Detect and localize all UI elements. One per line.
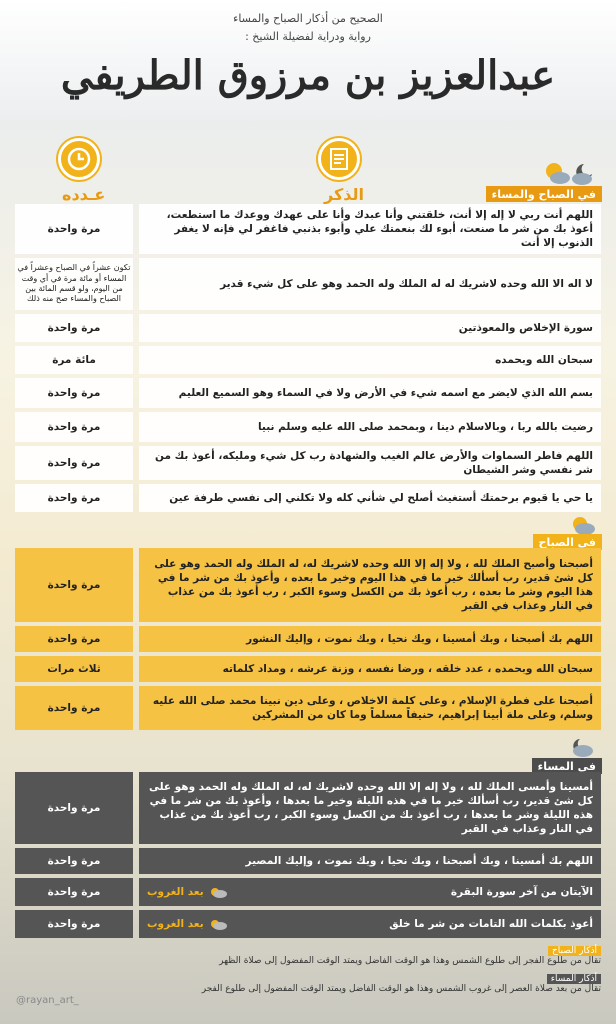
dhikr-text-main: أعوذ بكلمات الله التامات من شر ما خلق <box>389 917 593 930</box>
footer-sabah-label: أذكار الصباح <box>548 946 601 956</box>
table-row <box>15 772 601 844</box>
section-tag-sabah: في الصباح <box>533 534 602 550</box>
time-label: بعد الغروب <box>147 917 204 930</box>
footer-masa <box>15 974 601 994</box>
dhikr-count: مرة واحدة <box>15 412 133 442</box>
header-narration: رواية ودراية لفضيلة الشيخ : <box>245 30 371 43</box>
dhikr-text: اللهم فاطر السماوات والأرض عالم الغيب والشهادة رب كل شيء ومليكه، أعوذ بك من شر نفسي وشر الشيطان <box>139 446 601 480</box>
dhikr-text: سبحان الله وبحمده ، عدد خلقه ، ورضا نفسه ، وزنة عرشه ، ومداد كلماته <box>139 656 601 682</box>
dhikr-text: اللهم بك أصبحنا ، وبك أمسينا ، وبك نحيا ، وبك نموت ، وإليك النشور <box>139 626 601 652</box>
table-row <box>15 626 601 652</box>
footer-sabah-text: تقال من طلوع الفجر إلى طلوع الشمس وهذا هو الوقت الفاضل ويمتد الوقت المفضول إلى صلاة الظهر <box>219 956 601 966</box>
sheikh-name: عبدالعزيز بن مرزوق الطريفي <box>60 52 556 99</box>
dhikr-text: اللهم أنت ربي لا إله إلا أنت، خلقتني وأنا عبدك وأنا على عهدك ووعدك ما استطعت، أعوذ بك من شر ما صنعت، أبوء لك بنعمتك علي وأبوء بذنبي فاغفر لي فإنه لا يغفر الذنوب إلا أنت <box>139 204 601 254</box>
table-row <box>15 878 601 906</box>
footer-masa-text: تقال من بعد صلاة العصر إلى غروب الشمس وهذا هو الوقت الفاضل ويمتد الوقت المفضول إلى طلوع الفجر <box>201 984 601 994</box>
table-row <box>15 204 601 254</box>
section-tag-both: في الصباح والمساء <box>486 186 602 202</box>
footer-sabah <box>15 946 601 966</box>
table-row <box>15 258 601 310</box>
after-sunset-badge <box>147 885 228 899</box>
dhikr-count: تكون عشراً في الصباح وعشراً في المساء أو مائة مرة في أي وقت من اليوم، ولو قسم المائة بين الصباح والمساء صح منه ذلك <box>15 258 133 310</box>
clock-icon <box>58 138 100 180</box>
dhikr-text-main: الآيتان من آخر سورة البقرة <box>450 885 593 898</box>
dhikr-text: سورة الإخلاص والمعوذتين <box>139 314 601 342</box>
dhikr-column-header: الذكر <box>324 185 364 204</box>
dhikr-count: مرة واحدة <box>15 626 133 652</box>
dhikr-count: مرة واحدة <box>15 548 133 622</box>
dhikr-count: مرة واحدة <box>15 378 133 408</box>
dhikr-count: مرة واحدة <box>15 446 133 480</box>
table-row <box>15 314 601 342</box>
moon-cloud-icon <box>566 736 596 758</box>
table-row <box>15 848 601 874</box>
count-column-header: عـدده <box>62 185 106 204</box>
dhikr-count: ثلاث مرات <box>15 656 133 682</box>
table-row <box>15 346 601 374</box>
section-tag-masa: في المساء <box>532 758 602 774</box>
dhikr-text: أصبحنا وأصبح الملك لله ، ولا إله إلا الله وحده لاشريك له، له الملك وله الحمد وهو على كل شئ قدير، رب أسألك خير ما في هذا اليوم وخير ما بعده ، وأعوذ بك من شر ما في هذا اليوم وشر ما بعده ، رب أعوذ بك من الكسل وسوء الكبر ، رب أعوذ بك من عذاب في النار وعذاب في القبر <box>139 548 601 622</box>
sunset-cloud-icon <box>208 886 228 898</box>
dhikr-text <box>139 910 601 938</box>
table-row <box>15 656 601 682</box>
dhikr-count: مرة واحدة <box>15 878 133 906</box>
header <box>0 0 616 120</box>
dhikr-count: مرة واحدة <box>15 686 133 730</box>
dhikr-count: مرة واحدة <box>15 772 133 844</box>
dhikr-text: اللهم بك أمسينا ، وبك أصبحنا ، وبك نحيا ، وبك نموت ، وإليك المصير <box>139 848 601 874</box>
sun-cloud-icon <box>540 158 600 188</box>
footer-masa-label: أذكار المساء <box>547 974 601 984</box>
dhikr-count: مرة واحدة <box>15 910 133 938</box>
dhikr-count: مرة واحدة <box>15 848 133 874</box>
sunset-cloud-icon <box>208 918 228 930</box>
table-row <box>15 412 601 442</box>
sun-cloud-icon <box>568 514 598 536</box>
dhikr-text: بسم الله الذي لايضر مع اسمه شيء في الأرض ولا في السماء وهو السميع العليم <box>139 378 601 408</box>
dhikr-text: أصبحنا على فطرة الإسلام ، وعلى كلمة الاخلاص ، وعلى دين نبينا محمد صلى الله عليه وسلم، وعلى ملة أبينا إبراهيم، حنيفاً مسلماً وما كان من المشركين <box>139 686 601 730</box>
credit-handle: @rayan_art_ <box>16 995 79 1006</box>
after-sunset-badge <box>147 917 228 931</box>
dhikr-count: مائة مرة <box>15 346 133 374</box>
table-row <box>15 910 601 938</box>
table-row <box>15 378 601 408</box>
dhikr-text: أمسينا وأمسى الملك لله ، ولا إله إلا الله وحده لاشريك له، له الملك وله الحمد وهو على كل شئ قدير، رب أسألك خير ما في هذه الليلة وخير ما بعدها ، وأعوذ بك من شر ما في هذه الليلة وشر ما بعدها ، رب أعوذ بك من الكسل وسوء الكبر ، رب أعوذ بك من عذاب في النار وعذاب في القبر <box>139 772 601 844</box>
table-row <box>15 446 601 480</box>
dhikr-text: سبحان الله وبحمده <box>139 346 601 374</box>
dhikr-text: لا اله الا الله وحده لاشريك له له الملك وله الحمد وهو على كل شيء قدير <box>139 258 601 310</box>
dhikr-text <box>139 878 601 906</box>
dhikr-count: مرة واحدة <box>15 484 133 512</box>
table-row <box>15 484 601 512</box>
dhikr-count: مرة واحدة <box>15 314 133 342</box>
list-icon <box>318 138 360 180</box>
dhikr-text: رضيت بالله ربا ، وبالاسلام دينا ، وبمحمد صلى الله عليه وسلم نبيا <box>139 412 601 442</box>
dhikr-text: يا حي يا قيوم برحمتك أستغيث أصلح لي شأني كله ولا تكلني إلى نفسي طرفة عين <box>139 484 601 512</box>
time-label: بعد الغروب <box>147 885 204 898</box>
table-row <box>15 548 601 622</box>
table-row <box>15 686 601 730</box>
header-subtitle: الصحيح من أذكار الصباح والمساء <box>233 12 383 25</box>
dhikr-count: مرة واحدة <box>15 204 133 254</box>
